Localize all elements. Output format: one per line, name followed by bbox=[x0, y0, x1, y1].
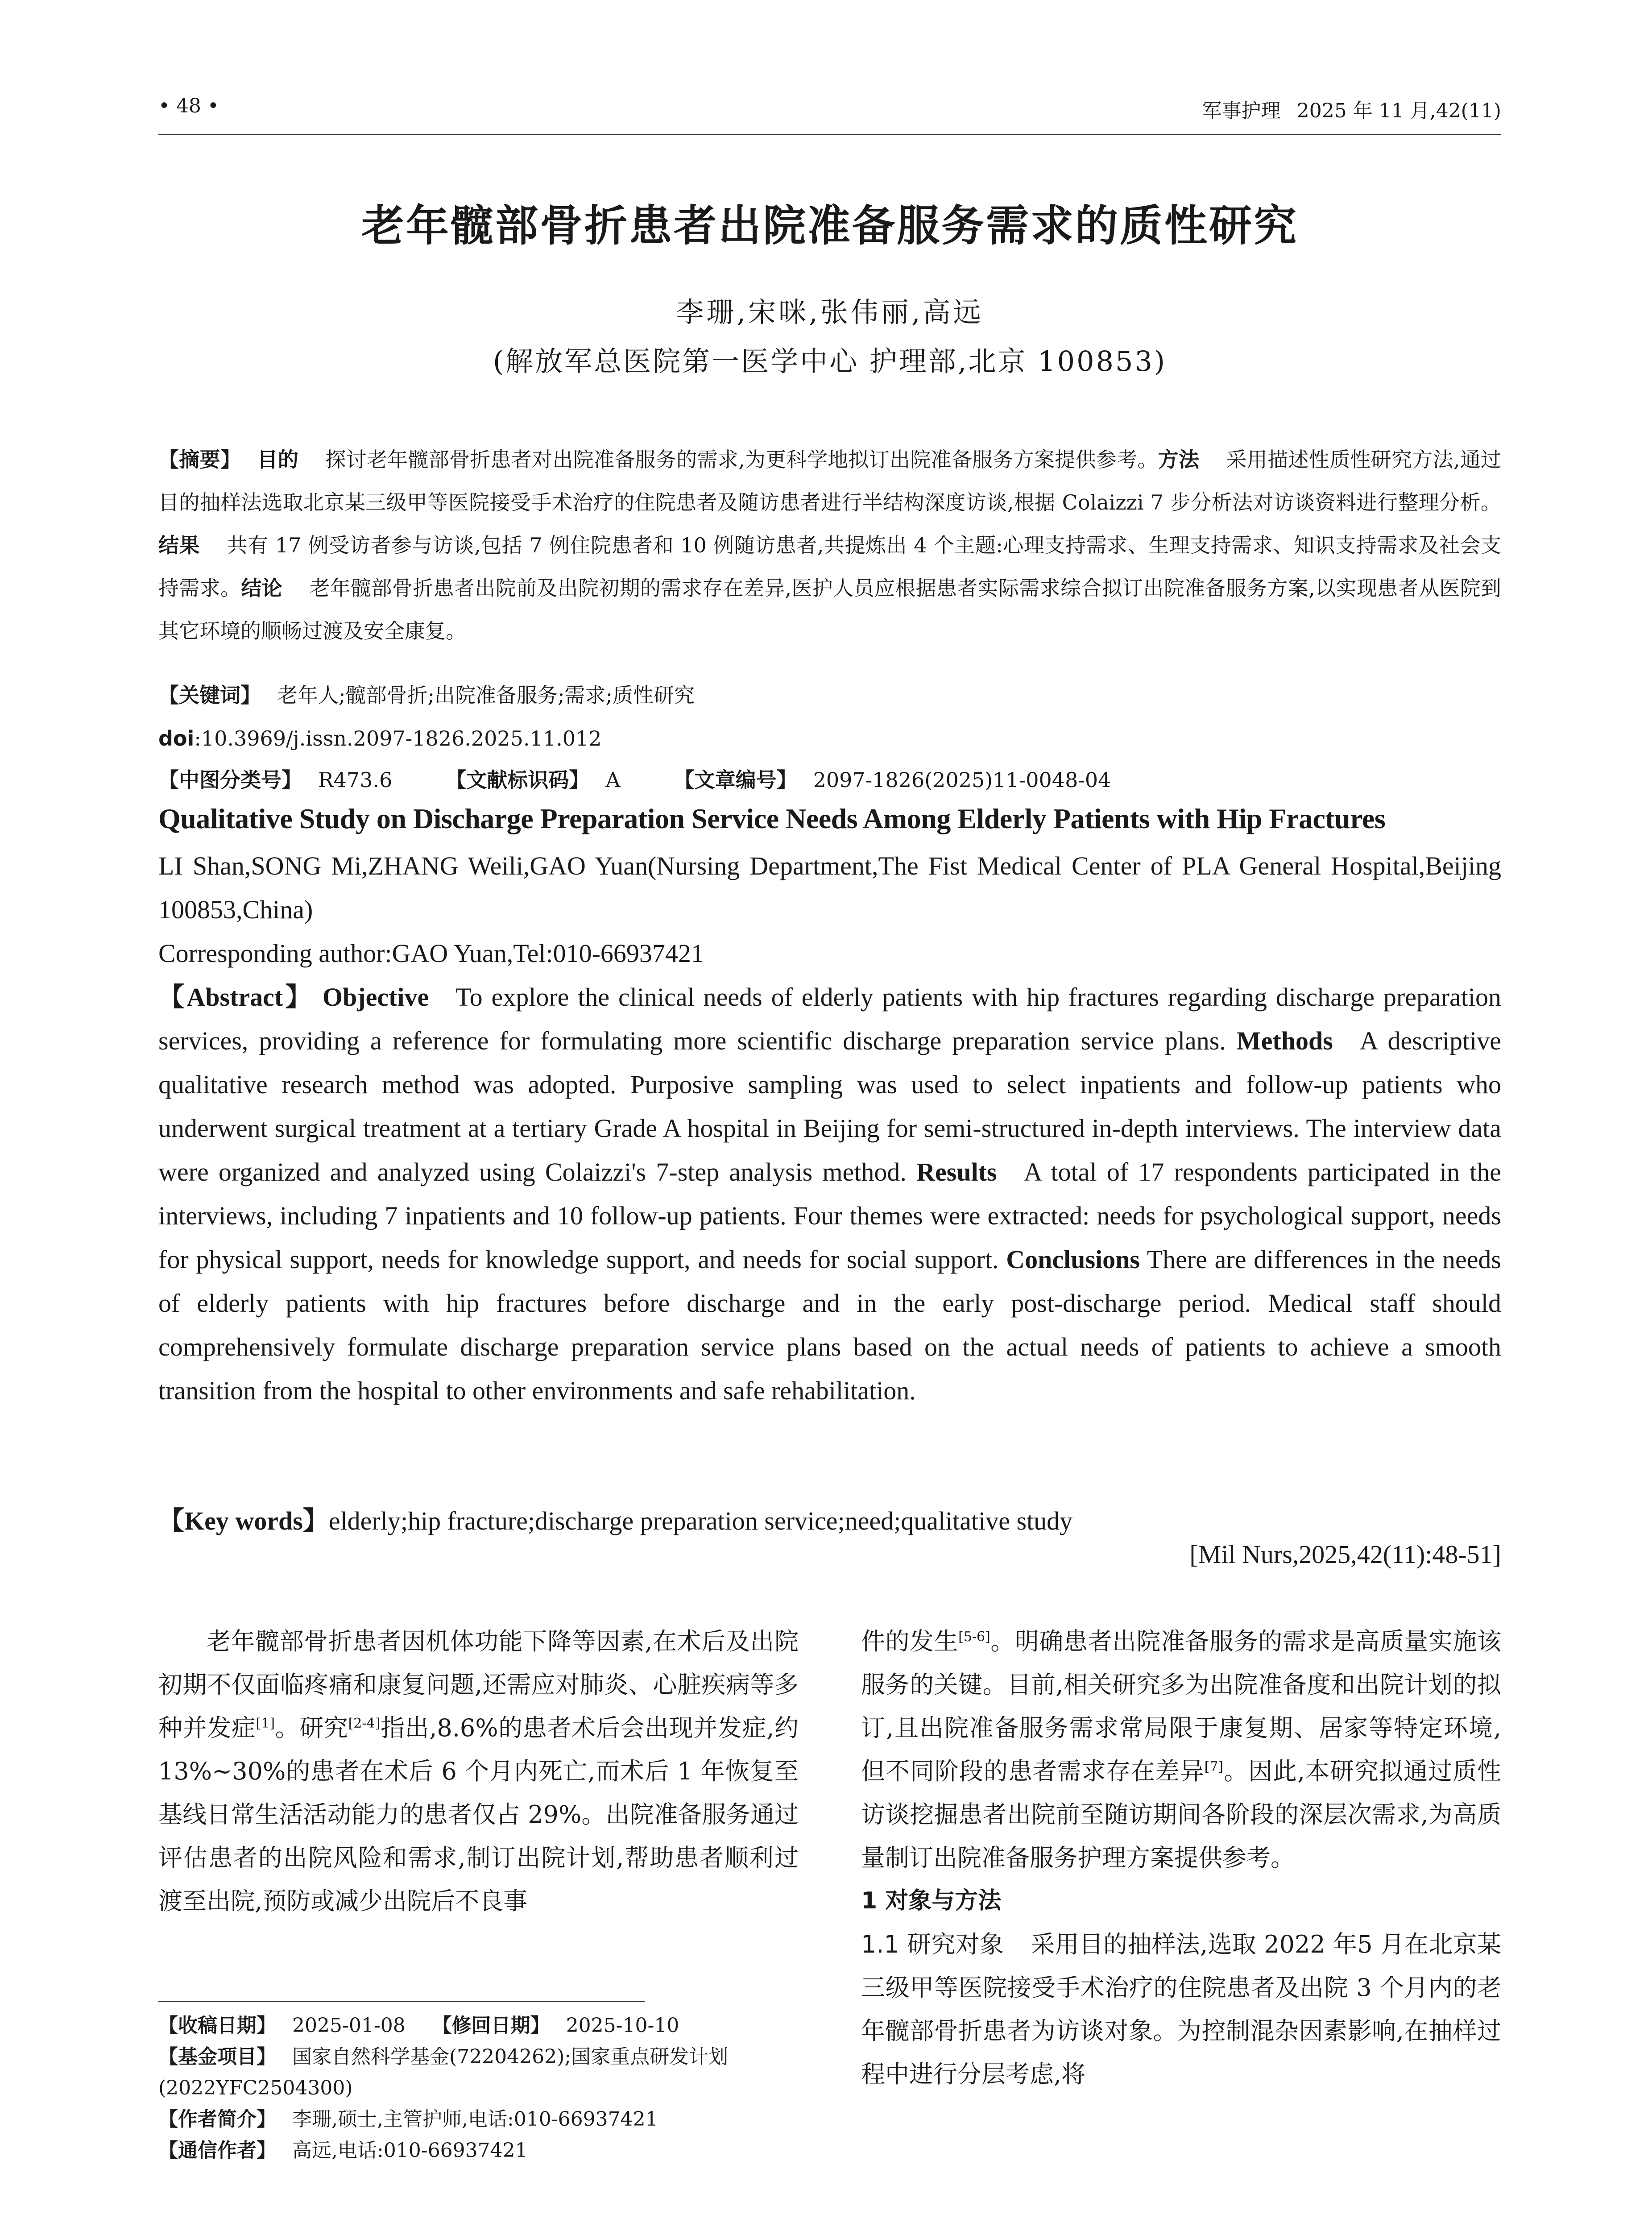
objective-en-text: To explore the clinical needs of elderly patients with hip fractures regarding discharge preparation services, providing a reference for formulating more scientific discharge preparation service plans. bbox=[158, 983, 1501, 1055]
corresponding-text: 高远,电话:010-66937421 bbox=[292, 2139, 528, 2162]
objective-en-label: Objective bbox=[322, 983, 429, 1012]
affiliation-cn: (解放军总医院第一医学中心 护理部,北京 100853) bbox=[493, 345, 1167, 377]
journal-issue: 2025 年 11 月,42(11) bbox=[1296, 100, 1501, 122]
keywords-cn-text: 老年人;髋部骨折;出院准备服务;需求;质性研究 bbox=[277, 683, 695, 707]
article-no-value: 2097-1826(2025)11-0048-04 bbox=[813, 768, 1111, 792]
body-paragraph-1 bbox=[158, 1620, 799, 1923]
subsection-heading-1-1: 1.1 研究对象 bbox=[861, 1930, 1004, 1958]
reference-link[interactable]: [2-4] bbox=[348, 1716, 381, 1731]
footnote-divider bbox=[158, 2001, 645, 2002]
running-header bbox=[158, 95, 1501, 126]
revised-label: 【修回日期】 bbox=[432, 2014, 550, 2037]
conclusion-cn-text: 老年髋部骨折患者出院前及出院初期的需求存在差异,医护人员应根据患者实际需求综合拟订出院准备服务方案,以实现患者从医院到其它环境的顺畅过渡及安全康复。 bbox=[158, 576, 1502, 643]
body-text: 老年髋部骨折患者因机体功能下降等因素,在术后及出院初期不仅面临疼痛和康复问题,还需应对肺炎、心脏疾病等多种并发症 bbox=[158, 1627, 799, 1742]
doc-code-label: 【文献标识码】 bbox=[446, 768, 590, 792]
footnote-fund bbox=[158, 2041, 799, 2104]
reference-link[interactable]: [1] bbox=[256, 1716, 275, 1731]
article-no-label: 【文章编号】 bbox=[674, 768, 797, 792]
objective-cn-label: 目的 bbox=[257, 448, 299, 472]
page-number: • 48 • bbox=[158, 95, 219, 117]
doi-line bbox=[158, 717, 1501, 760]
keywords-en-text: elderly;hip fracture;discharge preparation service;need;qualitative study bbox=[328, 1506, 1073, 1535]
revised-date: 2025-10-10 bbox=[566, 2014, 679, 2037]
clc-value: R473.6 bbox=[318, 768, 393, 792]
keywords-cn bbox=[158, 674, 1501, 717]
clc-label: 【中图分类号】 bbox=[158, 768, 302, 792]
methods-cn-label: 方法 bbox=[1158, 448, 1200, 472]
body-text: 。研究 bbox=[275, 1714, 348, 1742]
doc-code-value: A bbox=[605, 768, 621, 792]
results-en-label: Results bbox=[916, 1157, 997, 1186]
received-date: 2025-01-08 bbox=[292, 2014, 406, 2037]
corresponding-author-en: Corresponding author:GAO Yuan,Tel:010-66937421 bbox=[158, 939, 704, 968]
body-text: 采用目的抽样法,选取 2022 年5 月在北京某三级甲等医院接受手术治疗的住院患者及出院 3 个月内的老年髋部骨折患者为访谈对象。为控制混杂因素影响,在抽样过程中进行分层考虑,将 bbox=[861, 1930, 1501, 2088]
keywords-cn-label: 【关键词】 bbox=[158, 683, 261, 707]
author-bio-text: 李珊,硕士,主管护师,电话:010-66937421 bbox=[292, 2108, 658, 2131]
body-text: 。明确患者出院准备服务的需求是高质量实施该服务的关键。目前,相关研究多为出院准备度和出院计划的拟订,且出院准备服务需求常局限于康复期、居家等特定环境,但不同阶段的患者需求存在差异 bbox=[861, 1627, 1501, 1785]
citation: [Mil Nurs,2025,42(11):48-51] bbox=[1189, 1540, 1501, 1569]
keywords-en-label: 【Key words】 bbox=[158, 1506, 329, 1535]
results-cn-label: 结果 bbox=[158, 533, 200, 557]
body-paragraph-2 bbox=[861, 1620, 1501, 1879]
reference-link[interactable]: [5-6] bbox=[958, 1629, 990, 1645]
author-bio-label: 【作者简介】 bbox=[158, 2108, 276, 2131]
abstract-cn-label: 【摘要】 bbox=[158, 448, 241, 472]
methods-en-label: Methods bbox=[1236, 1026, 1333, 1055]
footnotes bbox=[158, 2010, 799, 2166]
section-heading-1: 1 对象与方法 bbox=[861, 1887, 1002, 1914]
corresponding-label: 【通信作者】 bbox=[158, 2139, 276, 2162]
body-column-right bbox=[861, 1620, 1501, 2096]
article-title-en: Qualitative Study on Discharge Preparation Service Needs Among Elderly Patients with Hip Fractures bbox=[158, 803, 1386, 834]
results-en-text: A total of 17 respondents participated in the interviews, including 7 inpatients and 10 follow-up patients. Four themes were extracted: needs for psychological support, needs for physical support, needs for knowledge support, and needs for social support. bbox=[158, 1157, 1501, 1274]
fund-label: 【基金项目】 bbox=[158, 2045, 276, 2068]
doi-value: :10.3969/j.issn.2097-1826.2025.11.012 bbox=[194, 726, 602, 751]
fund-text: 国家自然科学基金(72204262);国家重点研发计划(2022YFC2504300) bbox=[158, 2045, 729, 2099]
authors-cn: 李珊,宋咪,张伟丽,高远 bbox=[676, 296, 984, 328]
abstract-en-label: 【Abstract】 bbox=[158, 983, 314, 1012]
body-paragraph-3 bbox=[861, 1923, 1501, 2096]
article-title-cn: 老年髋部骨折患者出院准备服务需求的质性研究 bbox=[361, 201, 1298, 251]
header-divider bbox=[158, 134, 1501, 135]
conclusions-en-text: There are differences in the needs of elderly patients with hip fractures before discharge and in the early post-discharge period. Medical staff should comprehensively formulate discharge preparation service plans based on the actual needs of patients to achieve a smooth transition from the hospital to other environments and safe rehabilitation. bbox=[158, 1245, 1502, 1405]
body-text: 件的发生 bbox=[861, 1627, 959, 1655]
keywords-en bbox=[158, 1499, 1501, 1543]
body-text: 。因此,本研究拟通过质性访谈挖掘患者出院前至随访期间各阶段的深层次需求,为高质量制订出院准备服务护理方案提供参考。 bbox=[861, 1757, 1501, 1872]
footnote-dates bbox=[158, 2010, 799, 2041]
body-column-left bbox=[158, 1620, 799, 1923]
methods-cn-text: 采用描述性质性研究方法,通过目的抽样法选取北京某三级甲等医院接受手术治疗的住院患者及随访患者进行半结构深度访谈,根据 Colaizzi 7 步分析法对访谈资料进行整理分析。 bbox=[158, 448, 1502, 514]
authors-en: LI Shan,SONG Mi,ZHANG Weili,GAO Yuan(Nursing Department,The Fist Medical Center of PLA General Hospital,Beijing 100853,China) bbox=[158, 851, 1501, 924]
body-text: 指出,8.6%的患者术后会出现并发症,约 13%~30%的患者在术后 6 个月内死亡,而术后 1 年恢复至基线日常生活活动能力的患者仅占 29%。出院准备服务通过评估患者的出院风险和需求,制订出院计划,帮助患者顺利过渡至出院,预防或减少出院后不良事 bbox=[158, 1714, 799, 1915]
abstract-cn bbox=[158, 438, 1501, 652]
objective-cn-text: 探讨老年髋部骨折患者对出院准备服务的需求,为更科学地拟订出院准备服务方案提供参考。 bbox=[325, 448, 1158, 472]
doi-label: doi bbox=[158, 726, 195, 751]
methods-en-text: A descriptive qualitative research method was adopted. Purposive sampling was used to select inpatients and follow-up patients who underwent surgical treatment at a tertiary Grade A hospital in Beijing for semi-structured in-depth interviews. The interview data were organized and analyzed using Colaizzi's 7-step analysis method. bbox=[158, 1026, 1502, 1186]
journal-name: 军事护理 bbox=[1202, 100, 1281, 122]
results-cn-text: 共有 17 例受访者参与访谈,包括 7 例住院患者和 10 例随访患者,共提炼出 4 个主题:心理支持需求、生理支持需求、知识支持需求及社会支持需求。 bbox=[158, 533, 1502, 600]
conclusions-en-label: Conclusions bbox=[1006, 1245, 1140, 1274]
received-label: 【收稿日期】 bbox=[158, 2014, 276, 2037]
conclusion-cn-label: 结论 bbox=[241, 576, 283, 600]
footnote-author bbox=[158, 2104, 799, 2135]
reference-link[interactable]: [7] bbox=[1204, 1759, 1224, 1775]
footnote-corresponding bbox=[158, 2135, 799, 2166]
abstract-en bbox=[158, 975, 1501, 1413]
journal-info bbox=[1202, 95, 1501, 123]
